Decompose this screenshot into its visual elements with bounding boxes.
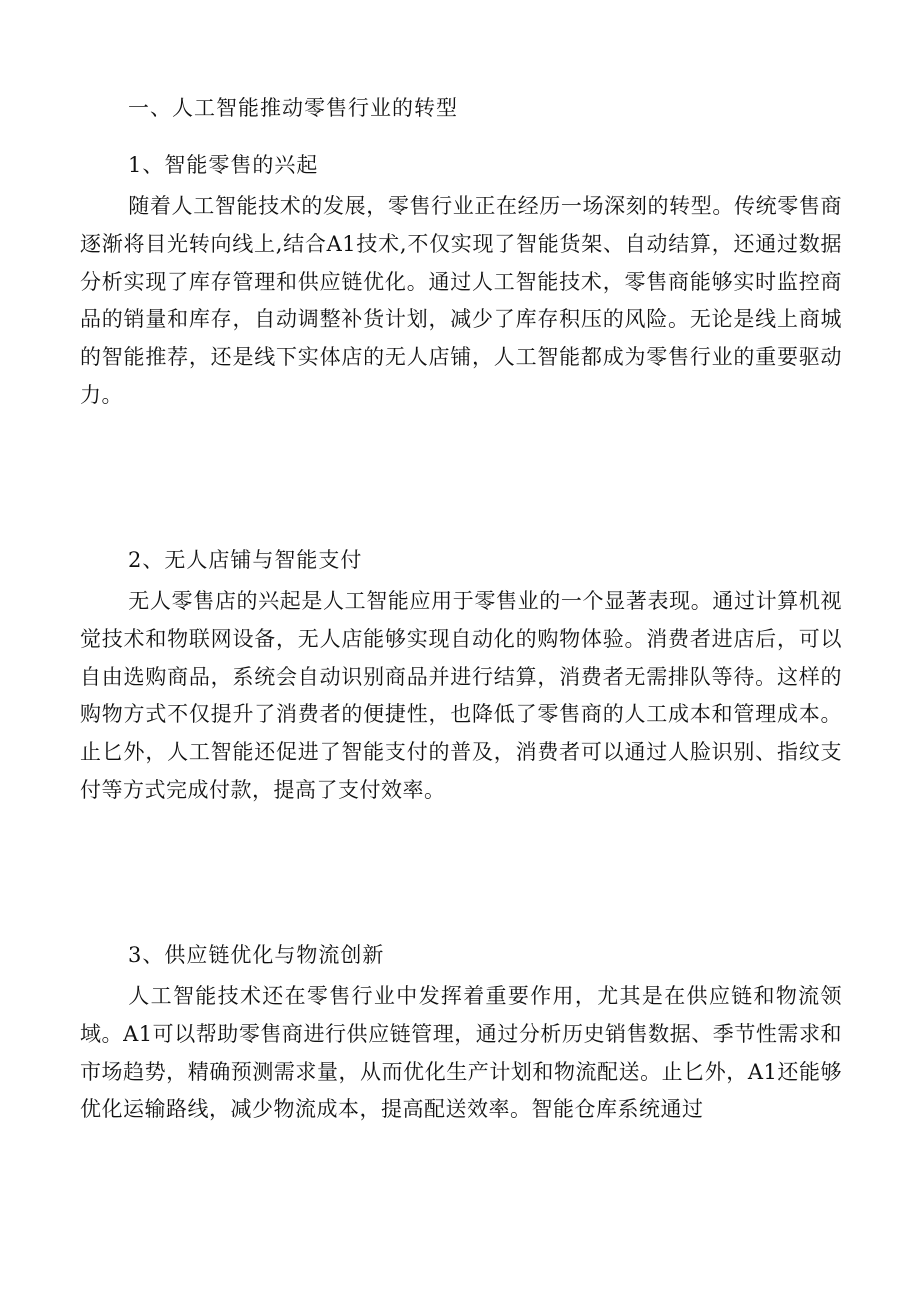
- paragraph-1: 随着人工智能技术的发展，零售行业正在经历一场深刻的转型。传统零售商逐渐将目光转向线上,结合A1技术,不仅实现了智能货架、自动结算，还通过数据分析实现了库存管理和供应链优化。通过人工智能技术，零售商能够实时监控商品的销量和库存，自动调整补货计划，减少了库存积压的风险。无论是线上商城的智能推荐，还是线下实体店的无人店铺，人工智能都成为零售行业的重要驱动力。: [80, 194, 842, 407]
- subsection-heading-2: 2、无人店铺与智能支付: [128, 548, 363, 572]
- paragraph-3: 人工智能技术还在零售行业中发挥着重要作用，尤其是在供应链和物流领域。A1可以帮助零售商进行供应链管理，通过分析历史销售数据、季节性需求和市场趋势，精确预测需求量，从而优化生产计划和物流配送。止匕外，A1还能够优化运输路线，减少物流成本，提高配送效率。智能仓库系统通过: [80, 984, 842, 1122]
- section-title: 一、人工智能推动零售行业的转型: [128, 96, 458, 120]
- subsection-heading-1: 1、智能零售的兴起: [128, 153, 319, 177]
- paragraph-2: 无人零售店的兴起是人工智能应用于零售业的一个显著表现。通过计算机视觉技术和物联网设备，无人店能够实现自动化的购物体验。消费者进店后，可以自由选购商品，系统会自动识别商品并进行结算，消费者无需排队等待。这样的购物方式不仅提升了消费者的便捷性，也降低了零售商的人工成本和管理成本。止匕外，人工智能还促进了智能支付的普及，消费者可以通过人脸识别、指纹支付等方式完成付款，提高了支付效率。: [80, 589, 842, 802]
- subsection-heading-3: 3、供应链优化与物流创新: [128, 943, 385, 967]
